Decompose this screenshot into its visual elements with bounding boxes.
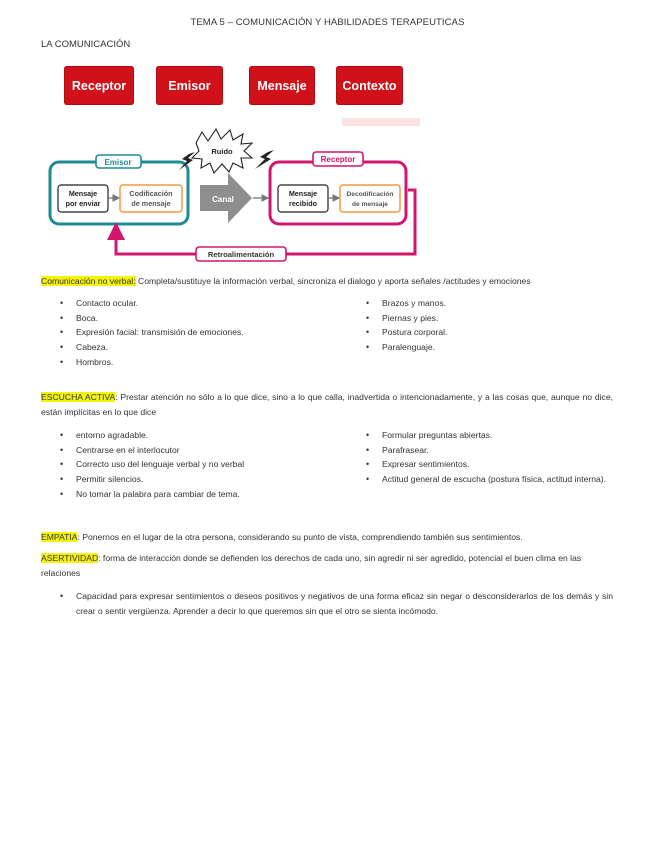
empatia-paragraph <box>41 530 613 545</box>
element-mensaje: Mensaje <box>249 66 315 105</box>
mensaje-recibido-l2: recibido <box>289 199 317 208</box>
codificacion-l1: Codificación <box>129 189 173 198</box>
list-item: • Piernas y pies. <box>364 311 614 326</box>
empatia-text: : Ponernos en el lugar de la otra persona, considerando su punto de vista, comprendiendo también sus sentimientos. <box>77 532 523 542</box>
document-title: TEMA 5 – COMUNICACIÓN Y HABILIDADES TERAPEUTICAS <box>190 17 465 28</box>
list-item: • Correcto uso del lenguaje verbal y no verbal <box>58 457 348 472</box>
escucha-paragraph <box>41 390 613 419</box>
list-item: • Formular preguntas abiertas. <box>364 428 614 443</box>
list-item: • Actitud general de escucha (postura física, actitud interna). <box>364 472 614 487</box>
asertividad-list <box>58 589 613 618</box>
element-contexto: Contexto <box>336 66 403 105</box>
list-item: • Cabeza. <box>58 340 328 355</box>
no-verbal-list-left <box>58 296 328 370</box>
mensaje-recibido-l1: Mensaje <box>288 189 318 198</box>
list-item: • Brazos y manos. <box>364 296 614 311</box>
list-item: • Contacto ocular. <box>58 296 328 311</box>
no-verbal-text: Completa/sustituye la información verbal, sincroniza el dialogo y aporta señales /actitudes y emociones <box>135 276 531 286</box>
list-item: • Permitir silencios. <box>58 472 348 487</box>
list-item: • Postura corporal. <box>364 325 614 340</box>
list-item: • Boca. <box>58 311 328 326</box>
no-verbal-term: Comunicación no verbal: <box>41 276 136 286</box>
ruido-label: Ruido <box>211 147 233 156</box>
codificacion-l2: de mensaje <box>131 199 171 208</box>
list-item: • Capacidad para expresar sentimientos o deseos positivos y negativos de una forma eficaz sin negar o desconsiderarlos de los demás y sin crear o sentir vergüenza. Aprender a decir lo que queremos sin que el otro se sienta incómodo. <box>58 589 613 618</box>
communication-diagram <box>46 128 426 263</box>
list-item: • entorno agradable. <box>58 428 348 443</box>
mensaje-enviar-l1: Mensaje <box>68 189 98 198</box>
emisor-label: Emisor <box>104 158 132 167</box>
no-verbal-list-right <box>364 296 614 355</box>
list-item: • Hombros. <box>58 355 328 370</box>
list-item: • Expresar sentimientos. <box>364 457 614 472</box>
escucha-term: ESCUCHA ACTIVA <box>41 392 116 402</box>
decodificacion-l1: Decodificación <box>346 191 394 198</box>
list-item: • Paralenguaje. <box>364 340 614 355</box>
element-receptor: Receptor <box>64 66 134 105</box>
canal-label: Canal <box>212 195 234 204</box>
decorative-bar <box>342 118 420 126</box>
receptor-label: Receptor <box>320 155 356 164</box>
escucha-list-left <box>58 428 348 502</box>
section-label: LA COMUNICACIÓN <box>41 39 131 50</box>
list-item: • No tomar la palabra para cambiar de tema. <box>58 487 348 502</box>
feedback-line-left <box>116 231 196 254</box>
decodificacion-l2: de mensaje <box>352 201 388 208</box>
element-emisor: Emisor <box>156 66 223 105</box>
escucha-text: : Prestar atención no sólo a lo que dice, sino a lo que calla, inadvertida o intencionadamente, y a las cosas que, aunque no dice, están implícitas en lo que dice <box>41 392 613 417</box>
retro-label: Retroalimentación <box>207 250 275 259</box>
escucha-list-right <box>364 428 614 487</box>
mensaje-enviar-l2: por enviar <box>65 199 101 208</box>
asertividad-term: ASERTIVIDAD <box>41 553 99 563</box>
list-item: • Parafrasear. <box>364 443 614 458</box>
list-item: • Expresión facial: transmisión de emociones. <box>58 325 328 340</box>
no-verbal-paragraph <box>41 274 613 289</box>
asertividad-paragraph <box>41 551 613 580</box>
list-item: • Centrarse en el interlocutor <box>58 443 348 458</box>
empatia-term: EMPATIA <box>41 532 78 542</box>
asertividad-text: : forma de interacción donde se defienden los derechos de cada uno, sin agredir ni ser agredido, potencial el buen clima en las relaciones <box>41 553 582 578</box>
